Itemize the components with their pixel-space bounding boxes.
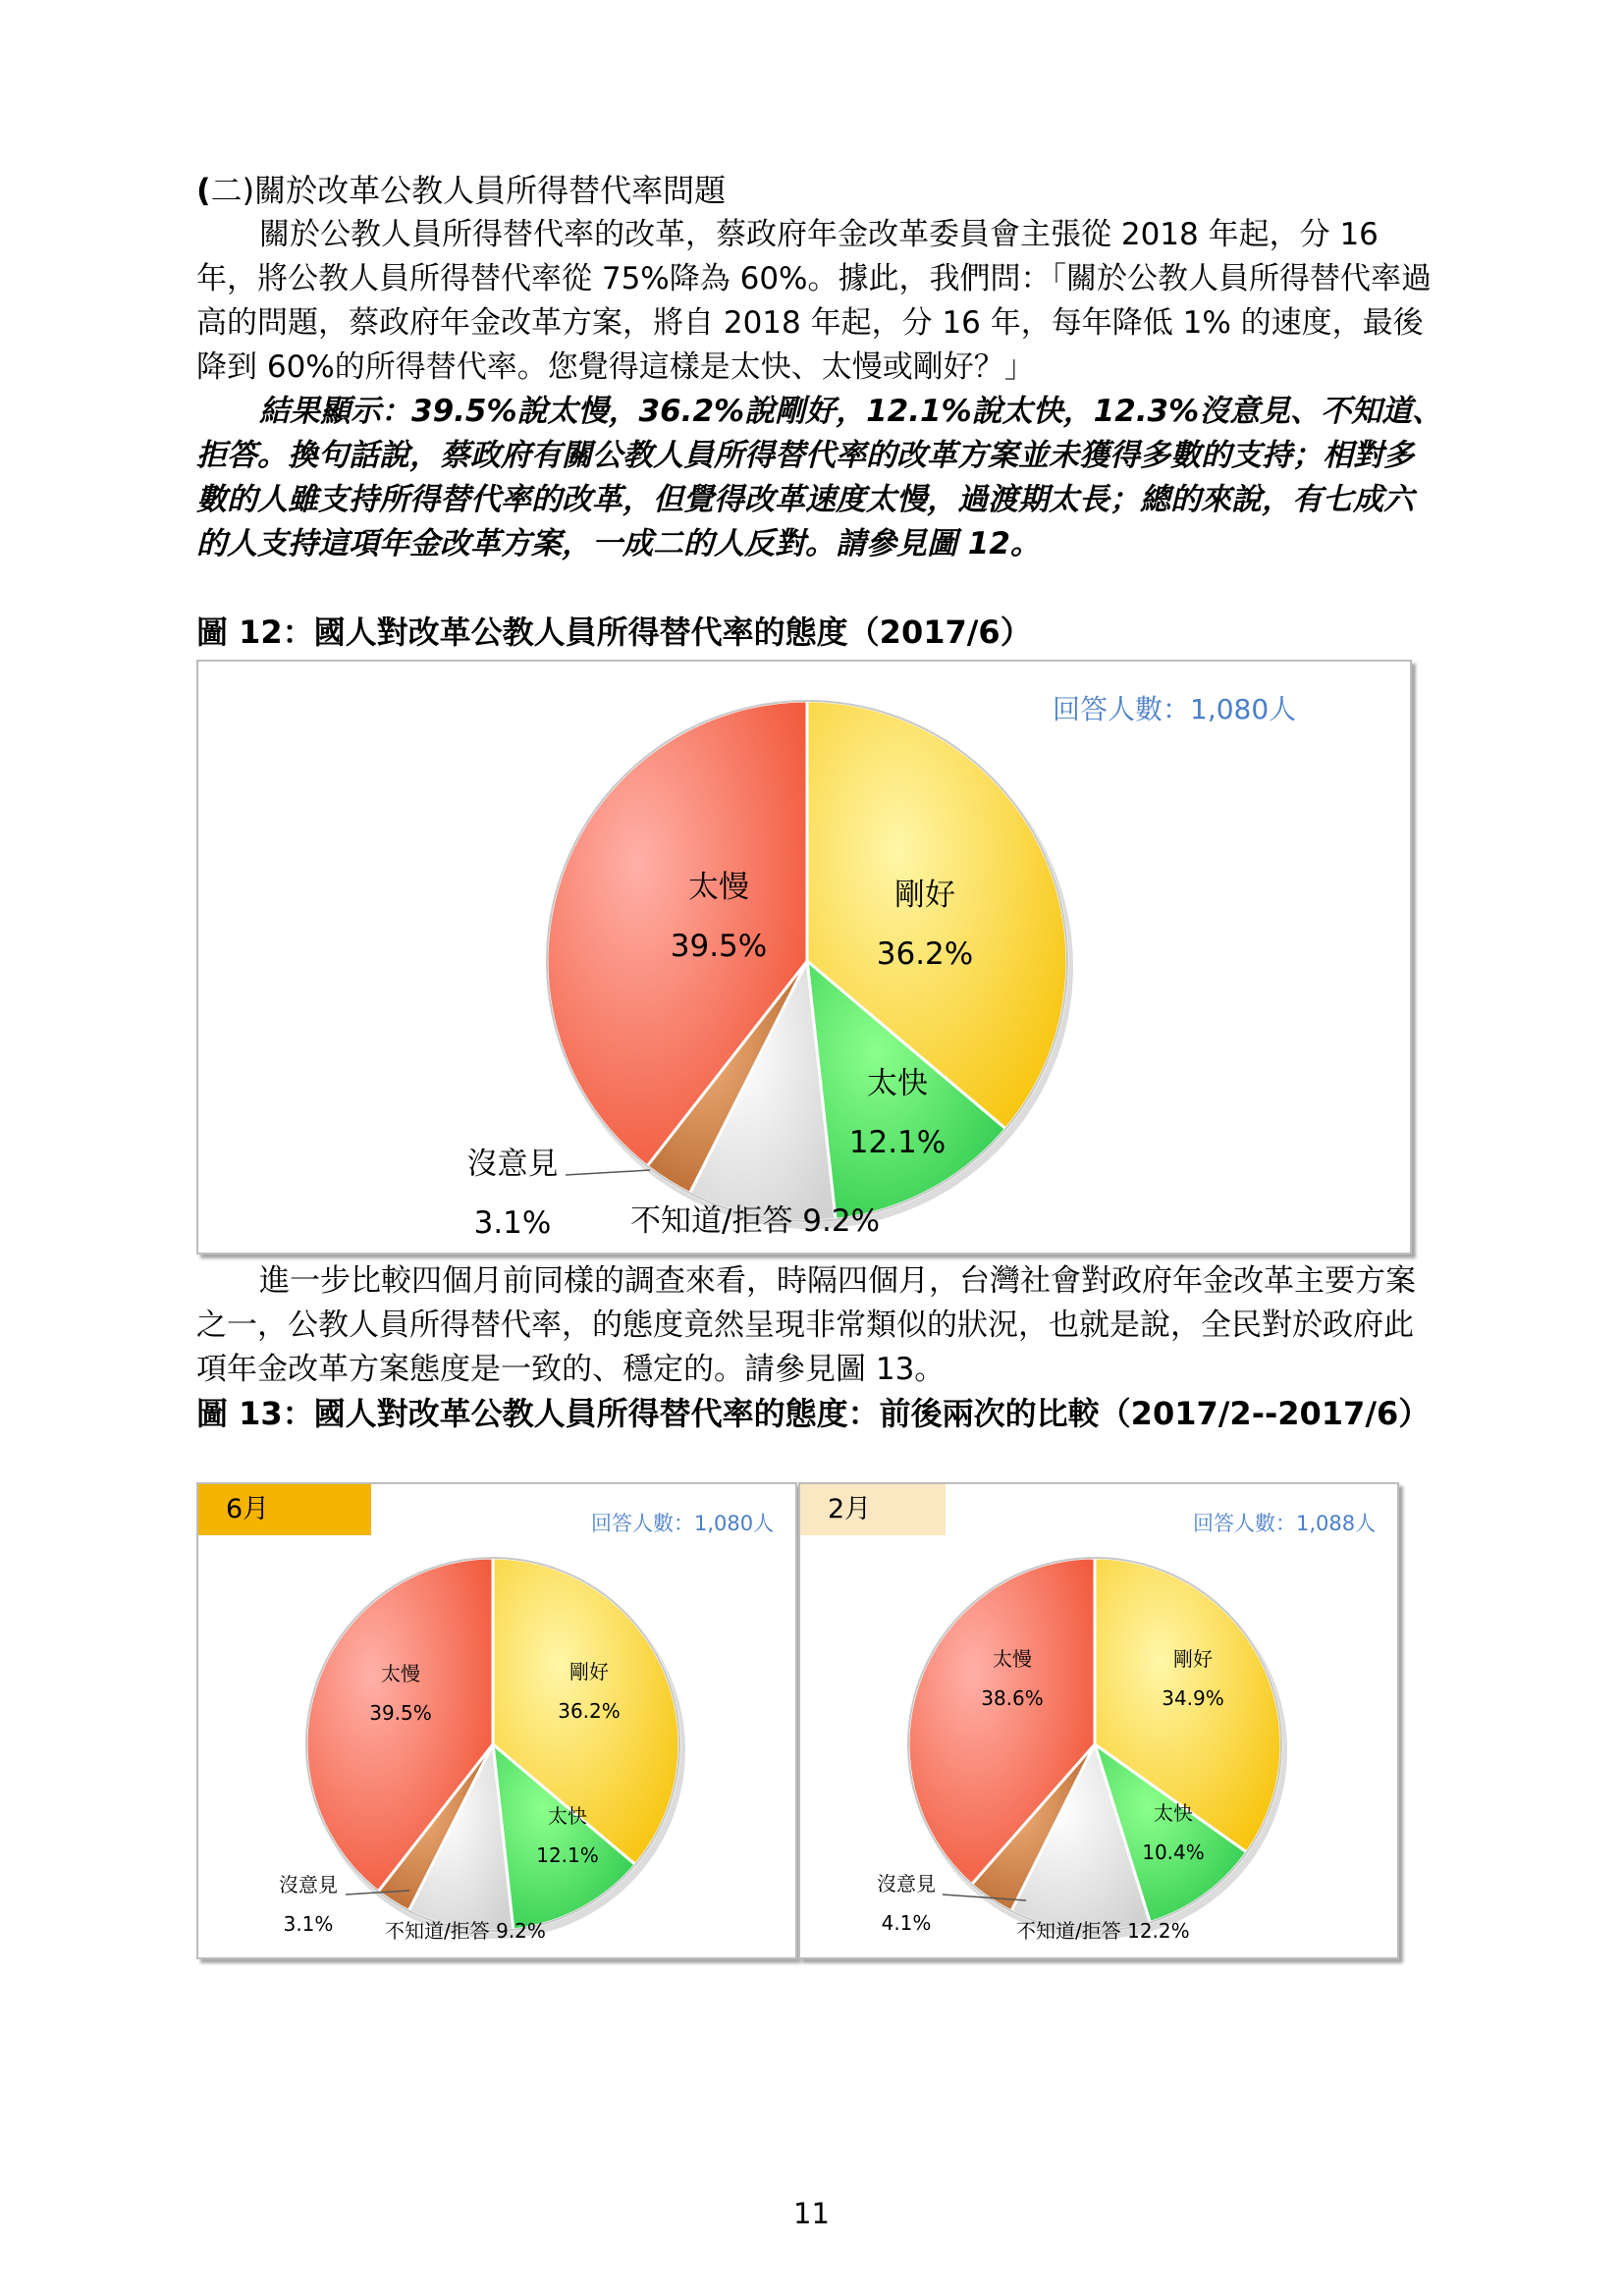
label-value-no-opinion: 4.1% [881,1911,932,1935]
label-name-no-opinion: 沒意見 [877,1872,936,1896]
label-unknown: 不知道/拒答 9.2% [385,1919,546,1943]
label-name-good: 剛好 [894,878,955,913]
respondents-count: 回答人數：1,080人 [1053,693,1297,725]
paragraph-comparison: 進一步比較四個月前同樣的調查來看，時隔四個月，台灣社會對政府年金改革主要方案之一，公教人員所得替代率，的態度竟然呈現非常類似的狀況，也就是說，全民對於政府此項年金改革方案態度是一致的、穩定的。請參見圖 13。 [196,1263,1416,1387]
label-unknown: 不知道/拒答 12.2% [1016,1919,1190,1943]
leader-line-no-opinion [566,1170,650,1175]
heading-title: )關於改革公教人員所得替代率問題 [242,172,727,209]
label-name-good: 剛好 [569,1660,609,1683]
label-value-no-opinion: 3.1% [473,1205,552,1241]
figure-13-june-chart [196,1482,797,1959]
heading-num: 二 [210,172,243,209]
figure-13-caption: 圖 13：國人對改革公教人員所得替代率的態度：前後兩次的比較（2017/2--2017/6） [196,1395,1431,1432]
label-name-slow: 太慢 [993,1647,1032,1671]
figure-13-feb-chart [798,1482,1399,1959]
figure-13-feb-svg [800,1484,1397,1957]
label-value-slow: 39.5% [369,1701,432,1725]
figure-12-svg [198,662,1410,1253]
label-value-good: 36.2% [876,936,974,972]
label-name-fast: 太快 [548,1804,587,1828]
label-name-fast: 太快 [867,1066,928,1101]
section-heading [196,169,1443,213]
june-tag: 6月 [198,1484,371,1535]
label-value-good: 36.2% [558,1699,621,1723]
label-value-fast: 10.4% [1142,1841,1205,1864]
label-name-no-opinion: 沒意見 [466,1147,559,1182]
label-name-no-opinion: 沒意見 [279,1873,338,1896]
label-value-fast: 12.1% [536,1843,599,1867]
label-unknown: 不知道/拒答 9.2% [630,1203,881,1239]
label-name-fast: 太快 [1154,1801,1193,1825]
label-value-slow: 39.5% [670,929,768,964]
label-value-no-opinion: 3.1% [283,1912,334,1936]
label-name-good: 剛好 [1173,1647,1213,1671]
label-value-good: 34.9% [1162,1686,1224,1710]
figure-12-caption: 圖 12：國人對改革公教人員所得替代率的態度（2017/6） [196,614,1032,651]
heading-paren: ( [196,172,211,209]
label-name-slow: 太慢 [381,1662,420,1685]
page-number: 11 [793,2197,830,2230]
respondents-count: 回答人數：1,080人 [591,1512,775,1535]
feb-tag: 2月 [800,1484,946,1535]
label-value-fast: 12.1% [848,1125,947,1160]
label-name-slow: 太慢 [688,870,749,905]
paragraph-question: 關於公教人員所得替代率的改革，蔡政府年金改革委員會主張從 2018 年起，分 16 年，將公教人員所得替代率從 75%降為 60%。據此，我們問：「關於公教人員所得替代率過高的問題，蔡政府年金改革方案，將自 2018 年起，分 16 年，每年降低 1% 的速度，最後降到 60%的所得替代率。您覺得這樣是太快、太慢或剛好？」 [196,217,1433,385]
respondents-count: 回答人數：1,088人 [1193,1512,1377,1535]
figure-13-june-svg [198,1484,795,1957]
figure-12-chart [196,660,1412,1255]
label-value-slow: 38.6% [981,1686,1044,1710]
paragraph-results: 結果顯示：39.5%說太慢，36.2%說剛好，12.1%說太快，12.3%沒意見、不知道、拒答。換句話說，蔡政府有關公教人員所得替代率的改革方案並未獲得多數的支持；相對多數的人雖支持所得替代率的改革，但覺得改革速度太慢，過渡期太長；總的來說，有七成六的人支持這項年金改革方案，一成二的人反對。請參見圖 12。 [196,394,1443,561]
